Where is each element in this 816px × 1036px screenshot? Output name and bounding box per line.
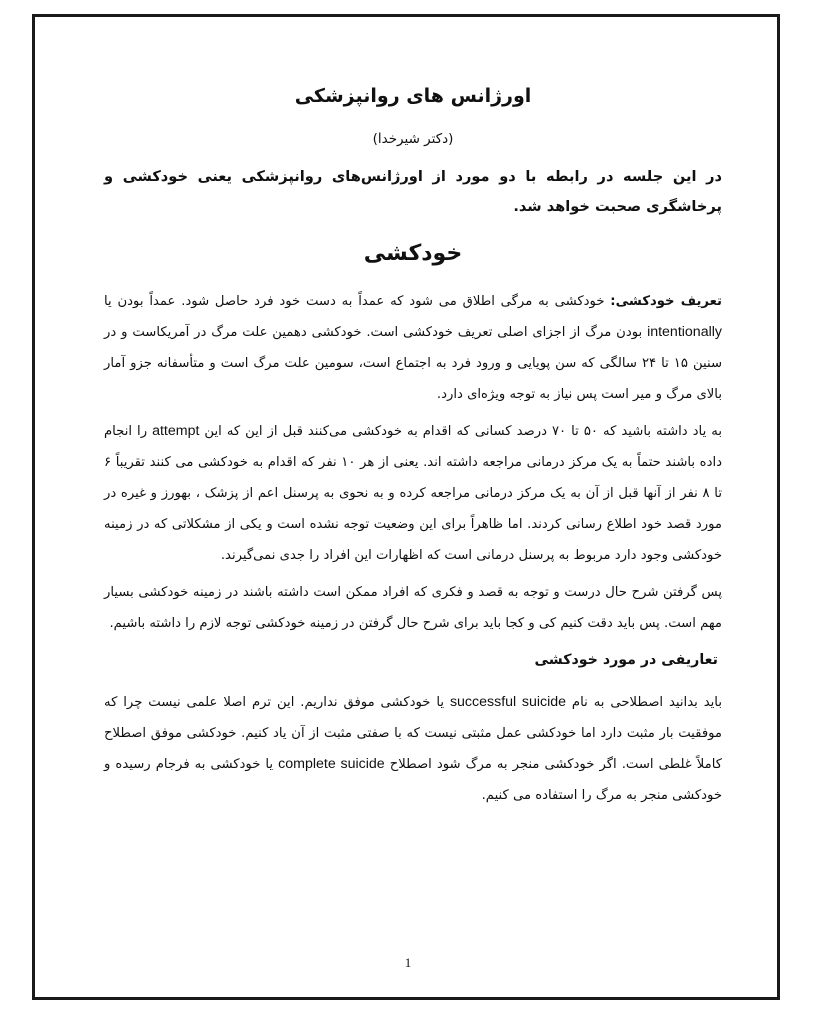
paragraph-text: یا خودکشی به فرجام رسیده و خودکشی منجر به مرگ را استفاده می کنیم. bbox=[104, 757, 722, 803]
paragraph-text: بودن مرگ از اجزای اصلی تعریف خودکشی است. خودکشی دهمین علت مرگ در آمریکاست و در سنین ۱۵ تا ۲۴ سالگی که سن پویایی و ورود فرد به اجتماع است، سومین علت مرگ است و متأسفانه جزو آمار بالای مرگ و میر است پس نیاز به توجه ویژه‌ای دارد. bbox=[104, 325, 722, 402]
definition-term: تعریف خودکشی: bbox=[610, 294, 722, 309]
paragraph-definition bbox=[104, 286, 722, 410]
subheading: تعاریفی در مورد خودکشی bbox=[534, 652, 718, 668]
paragraph-attempt bbox=[104, 416, 722, 571]
paragraph-text: یا خودکشی موفق نداریم. این ترم اصلا علمی نیست چرا که موفقیت بار مثبت دارد اما خودکشی عمل مثبتی نیست که با صفتی مثبت از آن یاد کنیم. خودکشی موفق اصطلاح کاملاً غلطی است. اگر خودکشی منجر به مرگ شود اصطلاح bbox=[104, 695, 722, 772]
page-number: 1 bbox=[404, 955, 412, 970]
paragraph-text: باید بدانید اصطلاحی به نام bbox=[566, 695, 722, 710]
paragraph-text: به یاد داشته باشید که ۵۰ تا ۷۰ درصد کسانی که اقدام به خودکشی می‌کنند قبل از این که این bbox=[199, 424, 722, 439]
document-title: اورژانس های روانپزشکی bbox=[294, 85, 532, 107]
section-heading: خودکشی bbox=[363, 241, 463, 266]
english-term: intentionally bbox=[647, 324, 722, 340]
paragraph-definitions bbox=[104, 687, 722, 811]
english-term: complete suicide bbox=[278, 756, 385, 772]
english-term: attempt bbox=[152, 423, 200, 439]
author-line: (دکتر شیرخدا) bbox=[372, 131, 454, 147]
paragraph-text: خودکشی به مرگی اطلاق می شود که عمداً به دست خود فرد حاصل شود. عمداً بودن یا bbox=[104, 294, 611, 309]
document-body bbox=[104, 76, 722, 817]
english-term: successful suicide bbox=[449, 694, 567, 710]
paragraph-text: را انجام داده باشند حتماً به یک مرکز درمانی مراجعه داشته اند. یعنی از هر ۱۰ نفر که اقدام به خودکشی می کنند تقریباً ۶ تا ۸ نفر از آنها قبل از آن به یک مرکز درمانی مراجعه کرده و به نحوی به پرسنل اعم از پزشک ، بهورز و غیره در مورد قصد خود اطلاع رسانی کردند. اما ظاهراً برای این وضعیت توجه نشده است و یکی از مشکلاتی که در زمینه خودکشی وجود دارد مربوط به پرسنل درمانی است که اظهارات این افراد را جدی نمی‌گیرند. bbox=[104, 424, 722, 563]
intro-paragraph: در این جلسه در رابطه با دو مورد از اورژانس‌های روانپزشکی یعنی خودکشی و پرخاشگری صحبت خواهد شد. bbox=[104, 168, 722, 215]
paragraph-history: پس گرفتن شرح حال درست و توجه به قصد و فکری که افراد ممکن است داشته باشند در زمینه خودکشی بسیار مهم است. پس باید دقت کنیم کی و کجا باید برای شرح حال گرفتن در زمینه خودکشی توجه لازم را داشته باشیم. bbox=[104, 585, 722, 631]
